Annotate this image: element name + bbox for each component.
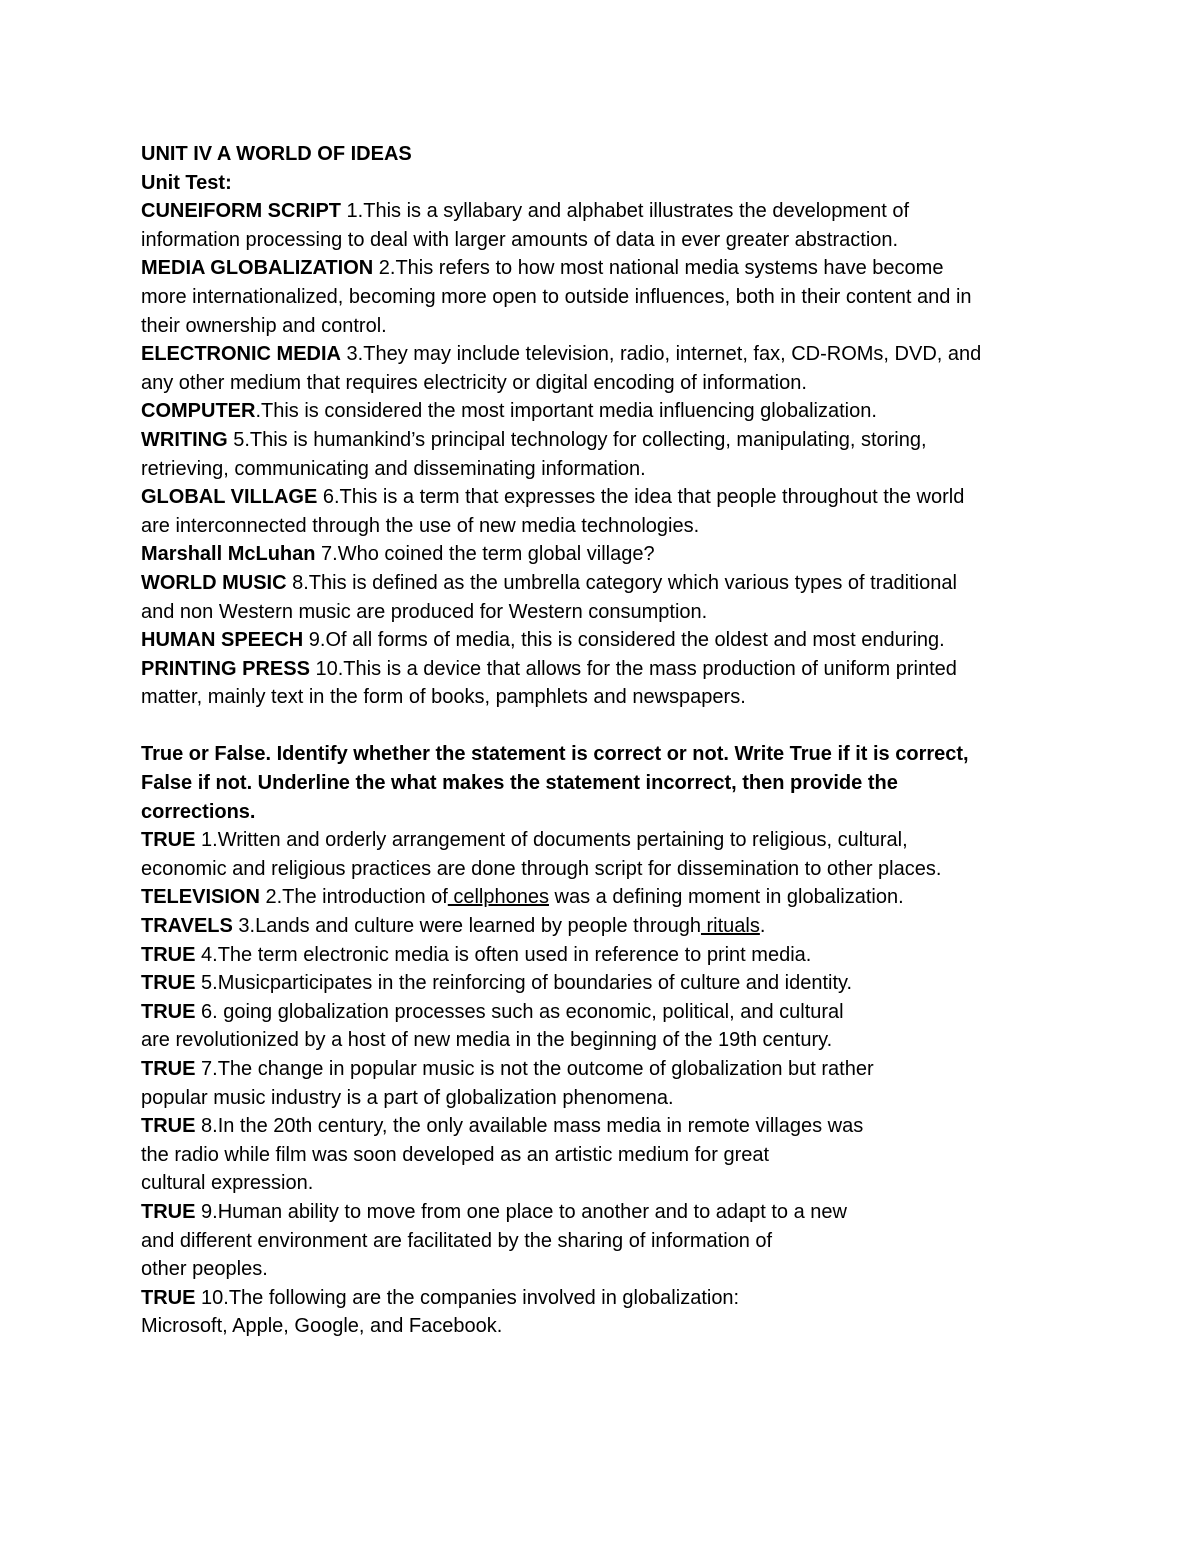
- question-text: other peoples.: [141, 1258, 268, 1281]
- answer-text: COMPUTER: [141, 400, 256, 423]
- item-line: [141, 226, 1061, 255]
- question-text: 3.Lands and culture were learned by people through: [232, 915, 701, 938]
- test-item: [141, 397, 1061, 426]
- test-item: [141, 912, 1061, 941]
- item-line: [141, 283, 1061, 312]
- item-line: [141, 883, 1061, 912]
- test-item: [141, 540, 1061, 569]
- item-line: [141, 1084, 1061, 1113]
- test-item: [141, 483, 1061, 540]
- question-text: 1.This is a syllabary and alphabet illustrates the development of: [341, 200, 910, 223]
- item-line: [141, 941, 1061, 970]
- answer-text: MEDIA GLOBALIZATION: [141, 257, 374, 280]
- item-line: [141, 1026, 1061, 1055]
- answer-text: TRUE: [141, 1200, 196, 1223]
- item-line: [141, 1112, 1061, 1141]
- item-line: [141, 655, 1061, 684]
- test-item: [141, 941, 1061, 970]
- test-item: [141, 569, 1061, 626]
- answer-text: TRUE: [141, 1286, 196, 1309]
- question-text: 8.In the 20th century, the only available mass media in remote villages was: [195, 1115, 864, 1138]
- item-line: [141, 1169, 1061, 1198]
- question-text: 7.Who coined the term global village?: [315, 543, 655, 566]
- item-line: [141, 1227, 1061, 1256]
- answer-text: PRINTING PRESS: [141, 657, 310, 680]
- question-text: are interconnected through the use of new media technologies.: [141, 514, 700, 537]
- question-text: 5.This is humankind’s principal technology for collecting, manipulating, storing,: [227, 428, 927, 451]
- test-item: [141, 254, 1061, 340]
- test-item: [141, 1112, 1061, 1198]
- document-body: [141, 140, 1061, 1341]
- underlined-term: cellphones: [447, 886, 549, 909]
- item-line: [141, 197, 1061, 226]
- item-line: [141, 483, 1061, 512]
- answer-text: TRUE: [141, 829, 196, 852]
- answer-text: TRUE: [141, 1115, 196, 1138]
- item-line: [141, 1055, 1061, 1084]
- question-text: the radio while film was soon developed as an artistic medium for great: [141, 1143, 770, 1166]
- question-text: popular music industry is a part of globalization phenomena.: [141, 1086, 674, 1109]
- question-text: and different environment are facilitated by the sharing of information of: [141, 1229, 773, 1252]
- question-text: 3.They may include television, radio, internet, fax, CD-ROMs, DVD, and: [341, 343, 982, 366]
- question-text: 10.This is a device that allows for the mass production of uniform printed: [309, 657, 957, 680]
- question-text: 1.Written and orderly arrangement of documents pertaining to religious, cultural,: [195, 829, 908, 852]
- item-line: [141, 598, 1061, 627]
- question-text: 10.The following are the companies involved in globalization:: [195, 1286, 740, 1309]
- instruction-line: [141, 798, 1061, 827]
- question-text: economic and religious practices are done through script for dissemination to other places.: [141, 857, 942, 880]
- question-text: 4.The term electronic media is often used in reference to print media.: [195, 943, 812, 966]
- item-line: [141, 969, 1061, 998]
- instruction-text: False if not. Underline the what makes the statement incorrect, then provide the: [141, 772, 898, 795]
- question-text: and non Western music are produced for Western consumption.: [141, 600, 708, 623]
- instruction-text: corrections.: [141, 800, 256, 823]
- question-text-end: was a defining moment in globalization.: [548, 886, 904, 909]
- answer-text: TRUE: [141, 972, 196, 995]
- item-line: [141, 254, 1061, 283]
- test-item: [141, 626, 1061, 655]
- underlined-term: rituals: [700, 915, 760, 938]
- question-text: 9.Of all forms of media, this is considered the oldest and most enduring.: [303, 629, 945, 652]
- test-item: [141, 340, 1061, 397]
- item-line: [141, 1284, 1061, 1313]
- question-text: 9.Human ability to move from one place to another and to adapt to a new: [195, 1200, 847, 1223]
- answer-text: WRITING: [141, 428, 228, 451]
- item-line: [141, 626, 1061, 655]
- answer-text: HUMAN SPEECH: [141, 629, 304, 652]
- item-line: [141, 912, 1061, 941]
- question-text: their ownership and control.: [141, 314, 387, 337]
- test-item: [141, 1284, 1061, 1341]
- item-line: [141, 683, 1061, 712]
- item-line: [141, 426, 1061, 455]
- answer-text: GLOBAL VILLAGE: [141, 486, 318, 509]
- true-false-section: [141, 826, 1061, 1341]
- test-item: [141, 1198, 1061, 1284]
- question-text-end: .: [759, 915, 766, 938]
- instruction-text: True or False. Identify whether the statement is correct or not. Write True if it is correct,: [141, 743, 969, 766]
- question-text: 7.The change in popular music is not the outcome of globalization but rather: [195, 1058, 874, 1080]
- question-text: matter, mainly text in the form of books, pamphlets and newspapers.: [141, 686, 746, 709]
- item-line: [141, 855, 1061, 884]
- question-text: .This is considered the most important media influencing globalization.: [255, 400, 877, 423]
- test-item: [141, 883, 1061, 912]
- question-text: any other medium that requires electricity or digital encoding of information.: [141, 371, 807, 394]
- answer-text: CUNEIFORM SCRIPT: [141, 200, 341, 223]
- answer-text: TRUE: [141, 943, 196, 966]
- document-subtitle: Unit Test:: [141, 171, 232, 194]
- true-false-instructions: [141, 740, 1061, 826]
- test-item: [141, 826, 1061, 883]
- item-line: [141, 1198, 1061, 1227]
- test-item: [141, 969, 1061, 998]
- item-line: [141, 826, 1061, 855]
- test-item: [141, 655, 1061, 712]
- section-gap: [141, 712, 1061, 741]
- answer-text: TRUE: [141, 1058, 196, 1080]
- test-item: [141, 197, 1061, 254]
- question-text: 8.This is defined as the umbrella category which various types of traditional: [286, 571, 957, 594]
- test-item: [141, 426, 1061, 483]
- question-text: information processing to deal with larger amounts of data in ever greater abstraction.: [141, 228, 899, 251]
- answer-text: ELECTRONIC MEDIA: [141, 343, 341, 366]
- test-item: [141, 998, 1061, 1055]
- item-line: [141, 397, 1061, 426]
- item-line: [141, 312, 1061, 341]
- answer-text: Marshall McLuhan: [141, 543, 316, 566]
- question-text: are revolutionized by a host of new media in the beginning of the 19th century.: [141, 1029, 833, 1052]
- question-text: 2.The introduction of: [259, 886, 448, 909]
- instruction-line: [141, 740, 1061, 769]
- item-line: [141, 569, 1061, 598]
- item-line: [141, 1312, 1061, 1341]
- question-text: 6.This is a term that expresses the idea that people throughout the world: [317, 486, 965, 509]
- item-line: [141, 512, 1061, 541]
- item-line: [141, 998, 1061, 1027]
- question-text: cultural expression.: [141, 1172, 314, 1195]
- identification-section: [141, 197, 1061, 712]
- item-line: [141, 455, 1061, 484]
- document-title: UNIT IV A WORLD OF IDEAS: [141, 143, 412, 165]
- answer-text: WORLD MUSIC: [141, 571, 287, 594]
- question-text: 6. going globalization processes such as economic, political, and cultural: [195, 1000, 844, 1023]
- item-line: [141, 540, 1061, 569]
- answer-text: TRAVELS: [141, 915, 233, 938]
- instruction-line: [141, 769, 1061, 798]
- question-text: retrieving, communicating and disseminating information.: [141, 457, 646, 480]
- question-text: more internationalized, becoming more open to outside influences, both in their content and in: [141, 285, 972, 308]
- item-line: [141, 1141, 1061, 1170]
- item-line: [141, 369, 1061, 398]
- test-item: [141, 1055, 1061, 1112]
- item-line: [141, 340, 1061, 369]
- answer-text: TELEVISION: [141, 886, 260, 909]
- question-text: 5.Musicparticipates in the reinforcing of boundaries of culture and identity.: [195, 972, 853, 995]
- answer-text: TRUE: [141, 1000, 196, 1023]
- question-text: Microsoft, Apple, Google, and Facebook.: [141, 1315, 503, 1338]
- item-line: [141, 1255, 1061, 1284]
- question-text: 2.This refers to how most national media systems have become: [373, 257, 944, 280]
